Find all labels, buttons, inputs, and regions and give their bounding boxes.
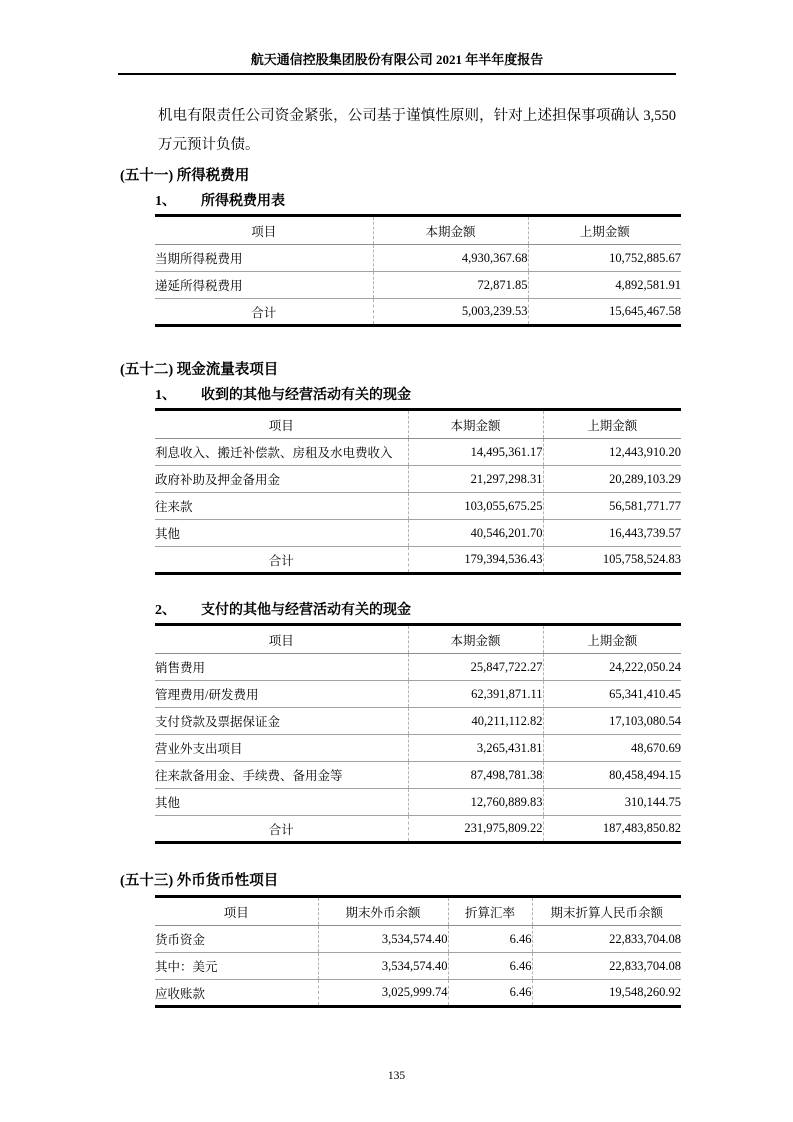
column-header: 本期金额 bbox=[373, 216, 528, 245]
current-amount: 21,297,298.31 bbox=[408, 466, 543, 493]
table-row bbox=[155, 735, 681, 762]
table-row bbox=[155, 466, 681, 493]
total-label: 合计 bbox=[268, 822, 294, 837]
subsection-title: 支付的其他与经营活动有关的现金 bbox=[201, 603, 411, 618]
prior-amount: 65,341,410.45 bbox=[543, 681, 681, 708]
table-row bbox=[155, 272, 681, 299]
exchange-rate: 6.46 bbox=[448, 980, 532, 1007]
table-total-row bbox=[155, 299, 681, 326]
prior-amount: 12,443,910.20 bbox=[543, 439, 681, 466]
table-row bbox=[155, 980, 681, 1007]
section-51-heading: (五十一) 所得税费用 bbox=[120, 168, 250, 184]
page-header bbox=[118, 0, 676, 75]
table-row bbox=[155, 493, 681, 520]
header-divider bbox=[118, 73, 676, 75]
foreign-balance: 3,534,574.40 bbox=[318, 926, 448, 953]
prior-amount: 105,758,524.83 bbox=[543, 547, 681, 574]
subsection-number: 2、 bbox=[155, 603, 176, 618]
row-label: 销售费用 bbox=[155, 654, 408, 681]
subsection-number: 1、 bbox=[155, 388, 176, 403]
prior-amount: 80,458,494.15 bbox=[543, 762, 681, 789]
row-label: 政府补助及押金备用金 bbox=[155, 466, 408, 493]
current-amount: 12,760,889.83 bbox=[408, 789, 543, 816]
rmb-balance: 22,833,704.08 bbox=[532, 953, 681, 980]
subsection-52-1-heading bbox=[155, 387, 793, 405]
column-header: 本期金额 bbox=[408, 625, 543, 654]
prior-amount: 17,103,080.54 bbox=[543, 708, 681, 735]
page-number: 135 bbox=[387, 1070, 406, 1082]
row-label: 其他 bbox=[155, 789, 408, 816]
column-header: 上期金额 bbox=[528, 216, 681, 245]
table-header-row bbox=[155, 625, 681, 654]
intro-paragraph: 机电有限责任公司资金紧张，公司基于谨慎性原则，针对上述担保事项确认 3,550 万元预计负债。 bbox=[158, 108, 676, 153]
row-label: 营业外支出项目 bbox=[155, 735, 408, 762]
prior-amount: 20,289,103.29 bbox=[543, 466, 681, 493]
table-row bbox=[155, 953, 681, 980]
column-header: 上期金额 bbox=[543, 410, 681, 439]
subsection-title: 收到的其他与经营活动有关的现金 bbox=[201, 388, 411, 403]
section-52-heading: (五十二) 现金流量表项目 bbox=[120, 362, 279, 378]
table-row bbox=[155, 654, 681, 681]
cash-paid-table bbox=[155, 623, 681, 844]
prior-amount: 48,670.69 bbox=[543, 735, 681, 762]
section-53-heading: (五十三) 外币货币性项目 bbox=[120, 873, 279, 889]
table-row bbox=[155, 245, 681, 272]
current-amount: 4,930,367.68 bbox=[373, 245, 528, 272]
row-label: 往来款备用金、手续费、备用金等 bbox=[155, 762, 408, 789]
prior-amount: 24,222,050.24 bbox=[543, 654, 681, 681]
row-label: 利息收入、搬迁补偿款、房租及水电费收入 bbox=[155, 439, 408, 466]
page-header-title: 航天通信控股集团股份有限公司 2021 年半年度报告 bbox=[250, 52, 544, 67]
current-amount: 72,871.85 bbox=[373, 272, 528, 299]
exchange-rate: 6.46 bbox=[448, 953, 532, 980]
column-header: 项目 bbox=[155, 216, 373, 245]
column-header: 项目 bbox=[155, 625, 408, 654]
row-label: 支付贷款及票据保证金 bbox=[155, 708, 408, 735]
current-amount: 3,265,431.81 bbox=[408, 735, 543, 762]
subsection-51-1-heading bbox=[155, 193, 793, 211]
rmb-balance: 19,548,260.92 bbox=[532, 980, 681, 1007]
subsection-title: 所得税费用表 bbox=[201, 194, 285, 209]
row-label: 当期所得税费用 bbox=[155, 245, 373, 272]
table-row bbox=[155, 681, 681, 708]
table-row bbox=[155, 520, 681, 547]
rmb-balance: 22,833,704.08 bbox=[532, 926, 681, 953]
table-row bbox=[155, 762, 681, 789]
table-row bbox=[155, 789, 681, 816]
current-amount: 179,394,536.43 bbox=[408, 547, 543, 574]
table-row bbox=[155, 926, 681, 953]
foreign-balance: 3,534,574.40 bbox=[318, 953, 448, 980]
total-label: 合计 bbox=[268, 553, 294, 568]
table-header-row bbox=[155, 897, 681, 926]
column-header: 折算汇率 bbox=[448, 897, 532, 926]
current-amount: 25,847,722.27 bbox=[408, 654, 543, 681]
column-header: 上期金额 bbox=[543, 625, 681, 654]
exchange-rate: 6.46 bbox=[448, 926, 532, 953]
table-header-row bbox=[155, 410, 681, 439]
column-header: 项目 bbox=[155, 897, 318, 926]
table-row bbox=[155, 708, 681, 735]
row-label: 其他 bbox=[155, 520, 408, 547]
foreign-currency-table bbox=[155, 895, 681, 1008]
current-amount: 40,211,112.82 bbox=[408, 708, 543, 735]
prior-amount: 10,752,885.67 bbox=[528, 245, 681, 272]
column-header: 本期金额 bbox=[408, 410, 543, 439]
column-header: 项目 bbox=[155, 410, 408, 439]
prior-amount: 187,483,850.82 bbox=[543, 816, 681, 843]
table-total-row bbox=[155, 816, 681, 843]
current-amount: 231,975,809.22 bbox=[408, 816, 543, 843]
row-label: 其中：美元 bbox=[155, 953, 318, 980]
current-amount: 87,498,781.38 bbox=[408, 762, 543, 789]
total-label: 合计 bbox=[251, 305, 277, 320]
current-amount: 62,391,871.11 bbox=[408, 681, 543, 708]
table-total-row bbox=[155, 547, 681, 574]
column-header: 期末折算人民币余额 bbox=[532, 897, 681, 926]
prior-amount: 4,892,581.91 bbox=[528, 272, 681, 299]
current-amount: 14,495,361.17 bbox=[408, 439, 543, 466]
table-header-row bbox=[155, 216, 681, 245]
row-label: 应收账款 bbox=[155, 986, 206, 1001]
row-label: 货币资金 bbox=[155, 926, 318, 953]
cash-received-table bbox=[155, 408, 681, 575]
prior-amount: 56,581,771.77 bbox=[543, 493, 681, 520]
current-amount: 5,003,239.53 bbox=[373, 299, 528, 326]
table-row bbox=[155, 439, 681, 466]
income-tax-table bbox=[155, 214, 681, 327]
subsection-52-2-heading bbox=[155, 602, 793, 620]
prior-amount: 16,443,739.57 bbox=[543, 520, 681, 547]
prior-amount: 310,144.75 bbox=[543, 789, 681, 816]
column-header: 期末外币余额 bbox=[318, 897, 448, 926]
row-label: 递延所得税费用 bbox=[155, 272, 373, 299]
prior-amount: 15,645,467.58 bbox=[528, 299, 681, 326]
row-label: 往来款 bbox=[155, 493, 408, 520]
current-amount: 40,546,201.70 bbox=[408, 520, 543, 547]
foreign-balance: 3,025,999.74 bbox=[318, 980, 448, 1007]
row-label: 管理费用/研发费用 bbox=[155, 681, 408, 708]
current-amount: 103,055,675.25 bbox=[408, 493, 543, 520]
subsection-number: 1、 bbox=[155, 194, 176, 209]
